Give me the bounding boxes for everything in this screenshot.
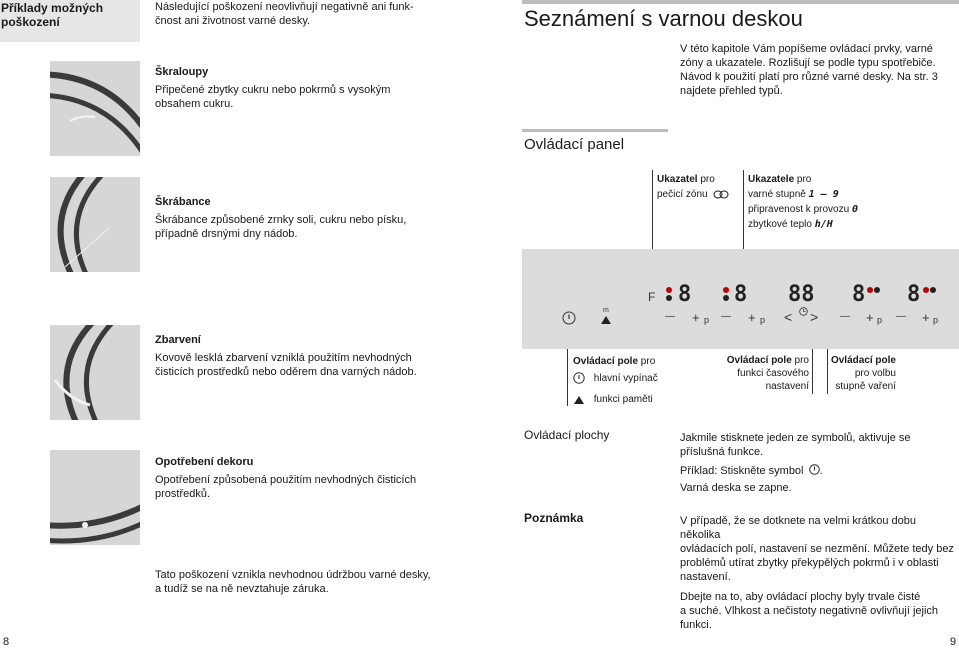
- display-zone-3: 8: [852, 282, 866, 307]
- memory-triangle-icon[interactable]: [601, 316, 611, 324]
- timer-left-button[interactable]: <: [784, 309, 793, 325]
- damage-text: Opotřebení způsobená použitím nevhodných čisticích: [155, 474, 417, 486]
- label-text: pro volbu: [854, 368, 896, 379]
- surfaces-text: [680, 431, 955, 495]
- red-dot: [666, 287, 672, 293]
- note-line: V případě, že se dotknete na velmi krátkou dobu několika: [680, 515, 917, 541]
- chapter-intro: [680, 42, 950, 98]
- damage-text: obsahem cukru.: [155, 98, 234, 110]
- p-label: p: [760, 315, 766, 325]
- damage-title: Zbarvení: [155, 334, 201, 346]
- display-zone-4: 8: [907, 282, 921, 307]
- label-text: připravenost k provozu: [748, 204, 850, 215]
- right-page-number: 9: [950, 636, 957, 648]
- label-bold: Ovládací pole: [726, 355, 792, 366]
- damage-title: Opotřebení dekoru: [155, 456, 254, 468]
- label-text: funkci časového: [737, 368, 809, 379]
- p-label: p: [704, 315, 710, 325]
- damage-item-decor-wear: [155, 455, 445, 501]
- note-line: ovládacích polí, nastavení se nezmění. Můžete tedy bez: [680, 543, 954, 555]
- timer-field-label: [712, 354, 809, 393]
- timer-right-button[interactable]: >: [810, 309, 819, 325]
- damage-text: Škrábance způsobené zrnky soli, cukru nebo písku,: [155, 214, 407, 226]
- zone-indicators-label: [748, 172, 878, 232]
- section-heading-line1: Příklady možných: [1, 1, 104, 15]
- power-icon: [573, 372, 585, 384]
- note-line: funkci.: [680, 619, 712, 631]
- red-dot: [867, 287, 873, 293]
- discoloration-example-image: [50, 325, 140, 420]
- damage-text: případně drsnými dny nádob.: [155, 228, 298, 240]
- warranty-note-line1: Tato poškození vznikla nevhodnou údržbou varné desky,: [155, 569, 431, 581]
- chapter-intro-line1: V této kapitole Vám popíšeme ovládací prvky, varné: [680, 43, 933, 55]
- section-heading-line2: poškození: [1, 15, 60, 29]
- decor-wear-example-image: [50, 450, 140, 545]
- note-line: problémů utírat zbytky překypělých pokrmů i v oblasti: [680, 557, 939, 569]
- red-dot: [723, 287, 729, 293]
- chapter-intro-line3: Návod k použití platí pro různé varné desky. Na str. 3: [680, 71, 938, 83]
- leader-line: [743, 170, 744, 250]
- plus-button[interactable]: +: [748, 310, 756, 325]
- label-text: pro: [794, 174, 812, 185]
- scratches-example-image: [50, 177, 140, 272]
- memory-triangle-icon: [573, 393, 585, 405]
- oven-zone-icon: [713, 190, 729, 199]
- segment-heat-glyph: h/H: [814, 219, 833, 230]
- oven-indicator-label: [657, 172, 729, 202]
- leader-line: [812, 349, 813, 394]
- p-label: p: [877, 315, 883, 325]
- power-icon[interactable]: [562, 311, 576, 325]
- control-panel-rule: [522, 129, 668, 132]
- display-timer: 88: [788, 282, 815, 307]
- surfaces-line: .: [819, 465, 823, 477]
- plus-button[interactable]: +: [692, 310, 700, 325]
- label-bold: Ukazatele: [748, 174, 795, 185]
- control-fields-label: [573, 354, 658, 407]
- segment-zero-glyph: 0: [851, 204, 858, 215]
- label-text: hlavní vypínač: [593, 373, 658, 384]
- minus-button[interactable]: —: [896, 311, 906, 322]
- label-text: nastavení: [765, 381, 809, 392]
- label-text: funkci paměti: [593, 394, 653, 405]
- surfaces-line: příslušná funkce.: [680, 446, 764, 458]
- damage-text: čisticích prostředků nebo oděrem dna varných nádob.: [155, 366, 417, 378]
- left-intro-line2: čnost ani životnost varné desky.: [155, 15, 311, 27]
- warranty-note: [155, 568, 455, 596]
- surfaces-line: Příklad: Stiskněte symbol: [680, 465, 804, 477]
- minus-button[interactable]: —: [665, 311, 675, 322]
- clock-icon: [799, 307, 808, 316]
- note-heading: Poznámka: [524, 511, 584, 525]
- memory-m-label: m: [603, 307, 609, 314]
- p-label: p: [933, 315, 939, 325]
- control-panel-heading: Ovládací panel: [524, 136, 625, 153]
- f-indicator: F: [648, 290, 656, 304]
- black-dot: [874, 287, 880, 293]
- note-line: a suché. Vlhkost a nečistoty negativně ovlivňují jejich: [680, 605, 939, 617]
- chapter-intro-line2: zóny a ukazatele. Rozlišují se podle typu spotřebiče.: [680, 57, 936, 69]
- damage-text: prostředků.: [155, 488, 211, 500]
- level-field-label: [830, 354, 896, 393]
- label-text: pro: [791, 355, 809, 366]
- damage-text: Kovově lesklá zbarvení vzniklá použitím nevhodných: [155, 352, 412, 364]
- surfaces-line: Jakmile stisknete jeden ze symbolů, aktivuje se: [680, 432, 911, 444]
- note-line: nastavení.: [680, 571, 731, 583]
- label-text: pro: [697, 174, 715, 185]
- damage-item-discoloration: [155, 333, 455, 379]
- label-bold: Ovládací pole: [573, 356, 639, 367]
- section-heading: [1, 1, 103, 29]
- damage-item-scratches: [155, 195, 445, 241]
- leader-line: [567, 349, 568, 406]
- label-text: pro: [638, 356, 656, 367]
- surfaces-heading: Ovládací plochy: [524, 428, 610, 442]
- red-dot: [923, 287, 929, 293]
- label-bold: Ukazatel: [657, 174, 698, 185]
- surfaces-line: Varná deska se zapne.: [680, 482, 792, 494]
- chapter-intro-line4: najdete přehled typů.: [680, 85, 783, 97]
- left-intro: [155, 0, 414, 28]
- damage-text: Připečené zbytky cukru nebo pokrmů s vysokým: [155, 84, 391, 96]
- crust-example-image: [50, 61, 140, 156]
- minus-button[interactable]: —: [840, 311, 850, 322]
- plus-button[interactable]: +: [866, 310, 874, 325]
- label-bold: Ovládací pole: [830, 355, 896, 366]
- damage-title: Škrábance: [155, 196, 211, 208]
- leader-line: [827, 349, 828, 394]
- black-dot: [666, 295, 672, 301]
- control-panel: [522, 249, 959, 349]
- label-text: zbytkové teplo: [748, 219, 812, 230]
- title-rule: [522, 0, 959, 4]
- label-text: stupně vaření: [835, 381, 896, 392]
- leader-line: [652, 170, 653, 250]
- display-zone-2: 8: [734, 282, 748, 307]
- note-line: Dbejte na to, aby ovládací plochy byly trvale čisté: [680, 591, 921, 603]
- left-page-number: 8: [3, 636, 10, 648]
- label-text: varné stupně: [748, 189, 806, 200]
- note-text: [680, 514, 959, 632]
- label-text: pečicí zónu: [657, 189, 708, 200]
- black-dot: [723, 295, 729, 301]
- plus-button[interactable]: +: [922, 310, 930, 325]
- black-dot: [930, 287, 936, 293]
- page-title: Seznámení s varnou deskou: [524, 6, 803, 31]
- display-zone-1: 8: [678, 282, 692, 307]
- power-icon: [809, 464, 820, 475]
- warranty-note-line2: a tudíž se na ně nevztahuje záruka.: [155, 583, 329, 595]
- segment-range-glyph: 1 – 9: [808, 189, 839, 200]
- damage-title: Škraloupy: [155, 66, 209, 78]
- minus-button[interactable]: —: [721, 311, 731, 322]
- damage-item-crust: [155, 65, 425, 111]
- left-intro-line1: Následující poškození neovlivňují negativně ani funk-: [155, 1, 414, 13]
